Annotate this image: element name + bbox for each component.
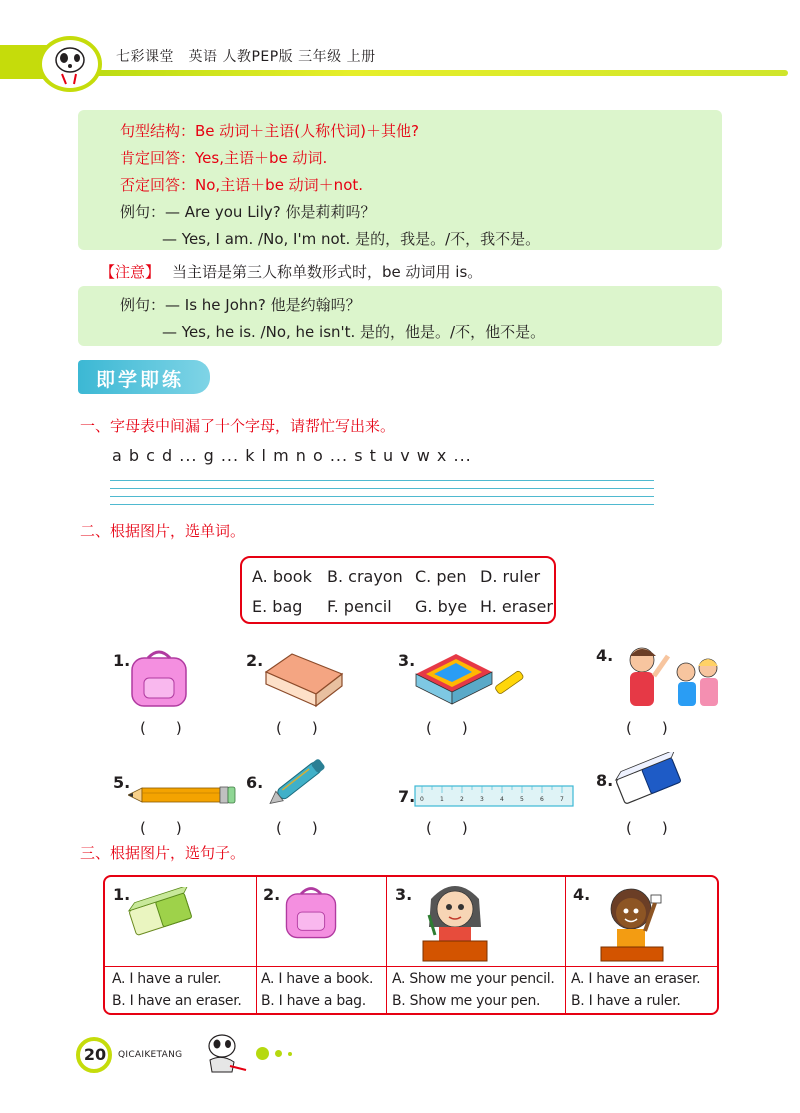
item-number: 1.: [113, 651, 131, 670]
item-number: 8.: [596, 771, 614, 790]
answer-blank[interactable]: ( ): [626, 719, 668, 737]
example2-answer: — Yes, he is. /No, he isn't. 是的，他是。/不，他不是。: [162, 323, 546, 341]
ruler-mark: 4: [500, 796, 504, 803]
item-number: 4.: [596, 646, 614, 665]
answer-blank[interactable]: ( ): [426, 819, 468, 837]
cell-number: 4.: [573, 885, 591, 904]
ruler-mark: 7: [560, 796, 564, 803]
ruler-icon: [414, 785, 574, 811]
cell-number: 3.: [395, 885, 413, 904]
answer-blank[interactable]: ( ): [140, 719, 182, 737]
grammar-positive: 肯定回答：Yes,主语＋be 动词.: [120, 149, 328, 167]
option-c: C. pen: [415, 567, 467, 586]
ruler-mark: 3: [480, 796, 484, 803]
panda-logo-icon: [38, 36, 102, 92]
table-divider: [386, 877, 387, 1013]
grammar-example-answer: — Yes, I am. /No, I'm not. 是的，我是。/不，我不是。: [162, 230, 541, 248]
footer-brand: QICAIKETANG: [118, 1050, 183, 1060]
decor-dot: [288, 1052, 292, 1056]
cell-option-a[interactable]: A. Show me your pencil.: [392, 971, 555, 987]
grammar-negative: 否定回答：No,主语＋be 动词＋not.: [120, 176, 364, 194]
ruler-mark: 0: [420, 796, 424, 803]
cell-number: 2.: [263, 885, 281, 904]
writing-line: [110, 496, 654, 497]
writing-line: [110, 488, 654, 489]
boy-with-eraser-icon: [595, 881, 671, 967]
item-number: 3.: [398, 651, 416, 670]
example2-question: 例句：— Is he John? 他是约翰吗？: [120, 296, 361, 314]
note-text: 当主语是第三人称单数形式时，be 动词用 is。: [172, 263, 483, 281]
pencil-icon: [128, 784, 236, 810]
panda-mascot-icon: [196, 1030, 250, 1078]
note-label: 【注意】: [100, 263, 161, 281]
cell-option-b[interactable]: B. I have an eraser.: [112, 993, 242, 1009]
ruler-mark: 5: [520, 796, 524, 803]
option-h: H. eraser: [480, 597, 553, 616]
answer-blank[interactable]: ( ): [276, 719, 318, 737]
option-f: F. pencil: [327, 597, 392, 616]
section-tag: [78, 360, 210, 394]
bag-icon: [126, 648, 192, 714]
eraser-icon: [125, 887, 197, 943]
item-number: 2.: [246, 651, 264, 670]
writing-line: [110, 480, 654, 481]
answer-blank[interactable]: ( ): [626, 819, 668, 837]
item-number: 7.: [398, 787, 416, 806]
ruler-mark: 1: [440, 796, 444, 803]
cell-option-b[interactable]: B. Show me your pen.: [392, 993, 541, 1009]
q1-title: 一、字母表中间漏了十个字母，请帮忙写出来。: [80, 417, 396, 435]
cell-option-b[interactable]: B. I have a ruler.: [571, 993, 681, 1009]
answer-blank[interactable]: ( ): [276, 819, 318, 837]
ruler-mark: 6: [540, 796, 544, 803]
q2-title: 二、根据图片，选单词。: [80, 522, 246, 540]
item-number: 5.: [113, 773, 131, 792]
option-a: A. book: [252, 567, 312, 586]
section-tag-label: 即学即练: [96, 369, 185, 391]
pen-icon: [262, 752, 338, 812]
sentence-choice-table: [103, 875, 719, 1015]
bag-icon: [281, 883, 341, 947]
option-d: D. ruler: [480, 567, 541, 586]
option-g: G. bye: [415, 597, 468, 616]
decor-dot: [256, 1047, 269, 1060]
option-e: E. bag: [252, 597, 303, 616]
cell-option-a[interactable]: A. I have an eraser.: [571, 971, 701, 987]
cell-option-a[interactable]: A. I have a book.: [261, 971, 374, 987]
book-icon: [262, 652, 344, 712]
waving-bye-icon: [612, 642, 724, 712]
decor-dot: [275, 1050, 282, 1057]
writing-line: [110, 504, 654, 505]
header-title: 七彩课堂 英语 人教PEP版 三年级 上册: [116, 49, 376, 65]
page-number: 20: [83, 1045, 107, 1064]
crayon-icon: [412, 648, 530, 710]
answer-blank[interactable]: ( ): [140, 819, 182, 837]
eraser-icon: [612, 752, 684, 812]
grammar-structure: 句型结构：Be 动词＋主语(人称代词)＋其他?: [120, 122, 419, 140]
table-divider: [256, 877, 257, 1013]
option-b: B. crayon: [327, 567, 403, 586]
grammar-example-question: 例句：— Are you Lily? 你是莉莉吗？: [120, 203, 376, 221]
cell-number: 1.: [113, 885, 131, 904]
q3-title: 三、根据图片，选句子。: [80, 844, 246, 862]
answer-blank[interactable]: ( ): [426, 719, 468, 737]
item-number: 6.: [246, 773, 264, 792]
alphabet-sequence: a b c d ... g ... k l m n o ... s t u v w x ...: [112, 446, 472, 465]
table-divider: [565, 877, 566, 1013]
cell-option-a[interactable]: A. I have a ruler.: [112, 971, 222, 987]
girl-with-pencil-icon: [415, 879, 495, 967]
ruler-mark: 2: [460, 796, 464, 803]
cell-option-b[interactable]: B. I have a bag.: [261, 993, 366, 1009]
header-stripe: [60, 70, 788, 76]
